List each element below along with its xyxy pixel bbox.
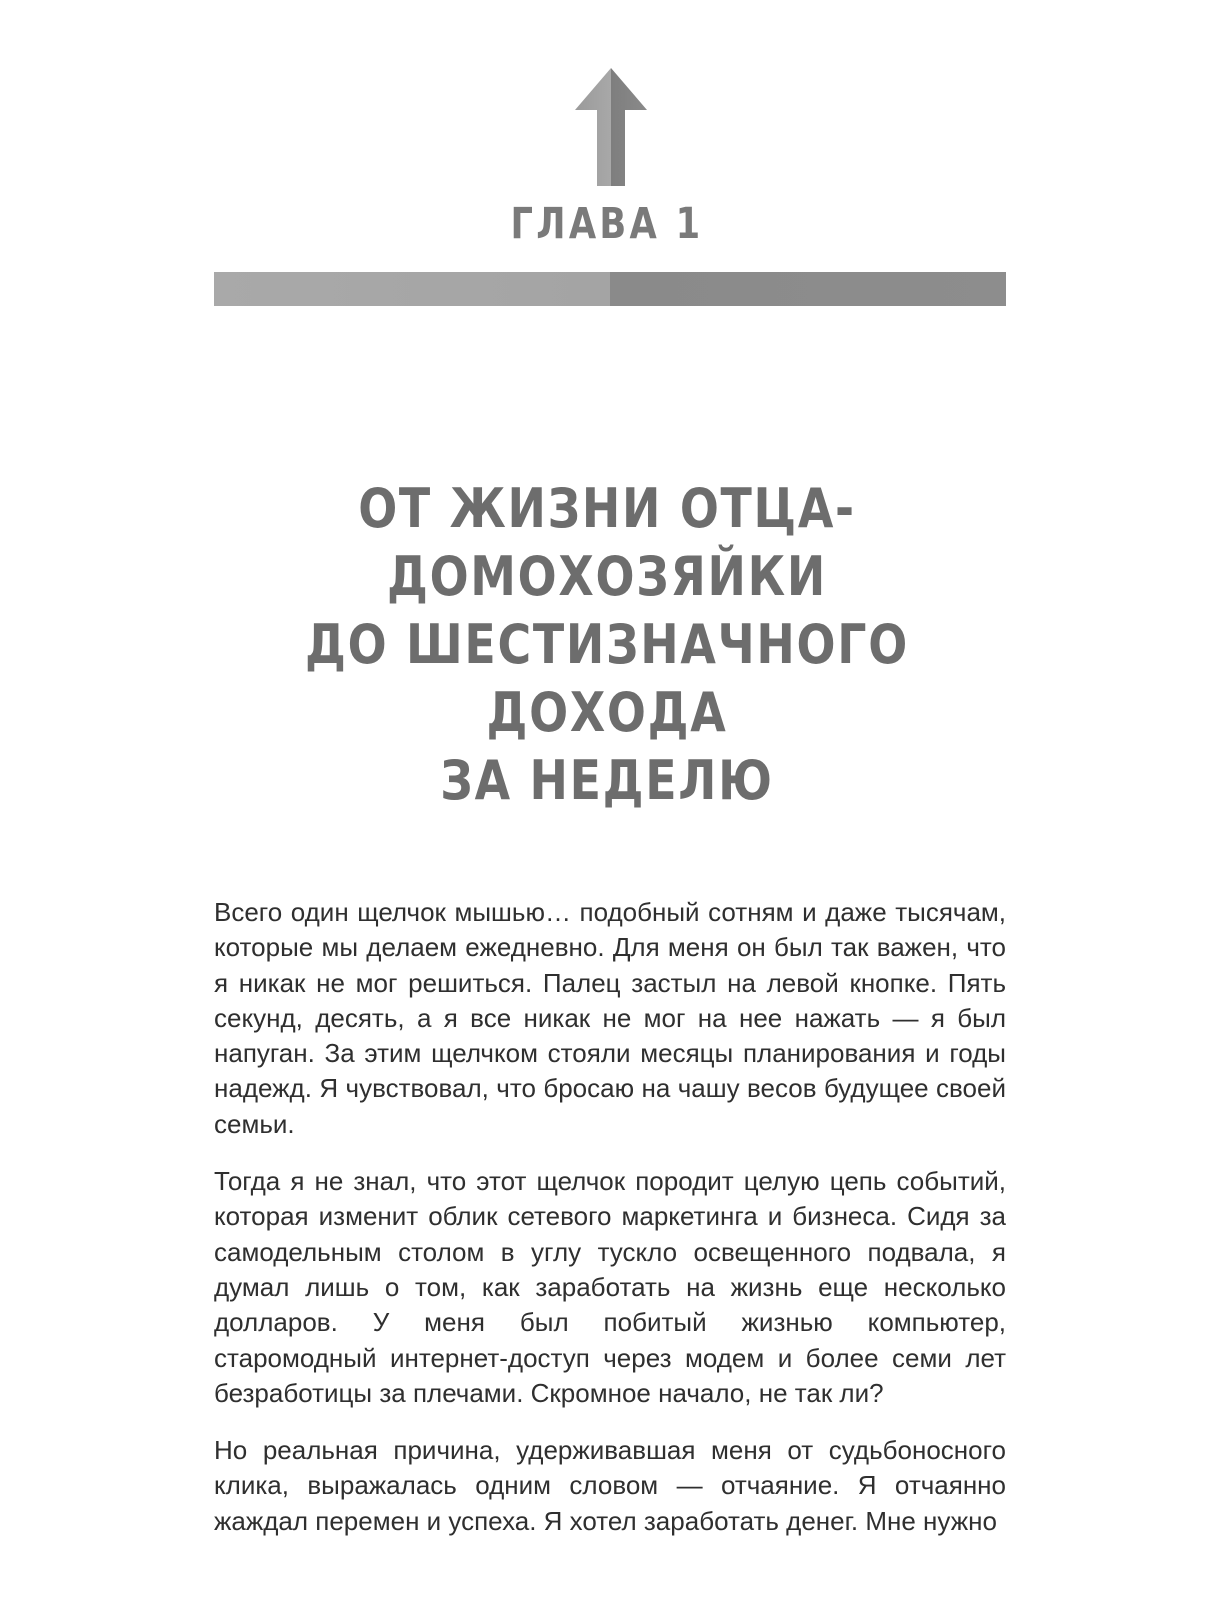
body-text xyxy=(214,895,1006,1561)
paragraph-3: Но реальная причина, удерживавшая меня от судьбоносного клика, выражалась одним словом — отчаяние. Я отчаянно жаждал перемен и успеха. Я хотел заработать денег. Мне нужно xyxy=(214,1435,1006,1536)
chapter-title-line-1: ОТ ЖИЗНИ ОТЦА-ДОМОХОЗЯЙКИ xyxy=(358,477,856,608)
chapter-divider-bar xyxy=(214,272,1006,306)
chapter-label: ГЛАВА 1 xyxy=(510,199,704,249)
chapter-title-line-3: ЗА НЕДЕЛЮ xyxy=(440,749,774,812)
paragraph-1: Всего один щелчок мышью… подобный сотням и даже тысячам, которые мы делаем ежедневно. Для меня он был так важен, что я никак не мог решиться. Палец застыл на левой кнопке. Пять секунд, десять, а я все никак не мог на нее нажать — я был напуган. За этим щелчком стояли месяцы планирования и годы надежд. Я чувствовал, что бросаю на чашу весов будущее своей семьи. xyxy=(214,897,1006,1139)
up-arrow-icon xyxy=(575,68,647,186)
paragraph-2: Тогда я не знал, что этот щелчок породит целую цепь событий, которая изменит облик сетевого маркетинга и бизнеса. Сидя за самодельным столом в углу тускло освещенного подвала, я думал лишь о том, как заработать на жизнь еще несколько долларов. У меня был побитый жизнью компьютер, старомодный интернет-доступ через модем и более семи лет безработицы за плечами. Скромное начало, не так ли? xyxy=(214,1166,1006,1408)
chapter-title xyxy=(219,475,996,815)
chapter-title-line-2: ДО ШЕСТИЗНАЧНОГО ДОХОДА xyxy=(305,613,909,744)
